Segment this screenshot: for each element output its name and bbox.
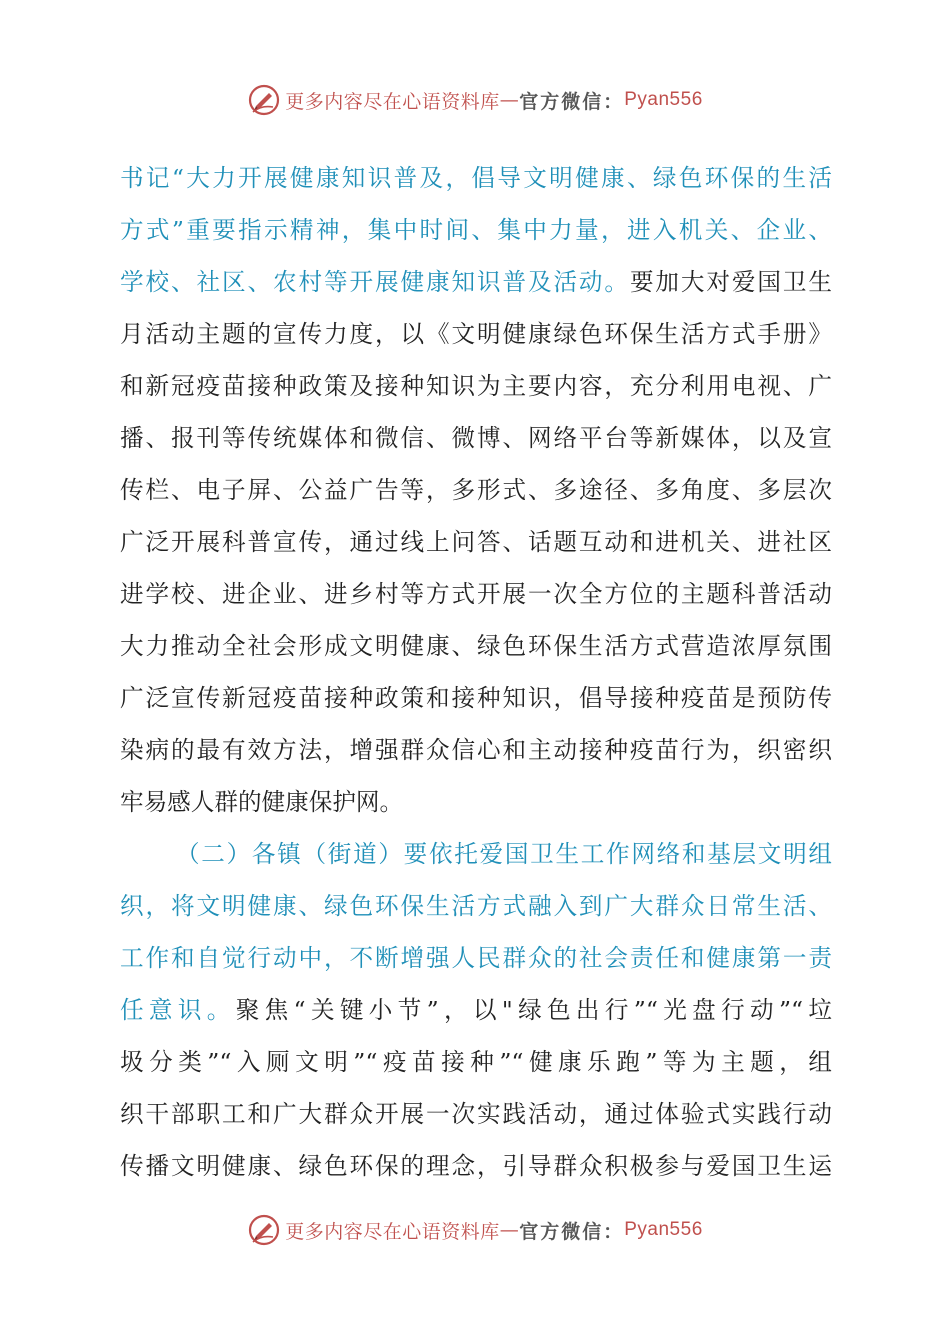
text-line xyxy=(120,412,832,464)
text-line xyxy=(120,672,832,724)
body-text: 进学校、进企业、进乡村等方式开展一次全方位的主题科普活动 xyxy=(120,580,832,608)
text-line xyxy=(120,620,832,672)
text-line xyxy=(120,464,832,516)
text-line xyxy=(120,360,832,412)
watermark-header xyxy=(0,80,950,120)
text-line xyxy=(120,932,832,984)
body-text: 和新冠疫苗接种政策及接种知识为主要内容，充分利用电视、广 xyxy=(120,372,832,400)
text-line xyxy=(120,984,832,1036)
text-line xyxy=(120,880,832,932)
body-text: 传播文明健康、绿色环保的理念，引导群众积极参与爱国卫生运 xyxy=(120,1152,832,1180)
text-line xyxy=(120,516,832,568)
text-line xyxy=(120,724,832,776)
body-text: 大力推动全社会形成文明健康、绿色环保生活方式营造浓厚氛围 xyxy=(120,632,832,660)
body-text: 要加大对爱国卫生 xyxy=(629,268,833,296)
text-line xyxy=(120,1036,832,1088)
paragraph-1 xyxy=(120,152,832,828)
text-line xyxy=(120,152,832,204)
text-line xyxy=(120,1140,832,1192)
highlighted-text: 织，将文明健康、绿色环保生活方式融入到广大群众日常生活、 xyxy=(120,892,832,920)
text-line xyxy=(120,828,832,880)
text-line xyxy=(120,256,832,308)
text-line xyxy=(120,204,832,256)
body-text: 聚焦“关键小节”，以"绿色出行”“光盘行动”“垃 xyxy=(235,996,832,1024)
pen-logo-icon xyxy=(247,83,281,117)
watermark-wechat-id: Pyan556 xyxy=(624,1219,703,1240)
highlighted-text: 学校、社区、农村等开展健康知识普及活动。 xyxy=(120,268,630,296)
watermark-main-text: 更多内容尽在心语资料库 xyxy=(285,90,500,113)
body-text: 织干部职工和广大群众开展一次实践活动，通过体验式实践行动 xyxy=(120,1100,832,1128)
body-text: 广泛开展科普宣传，通过线上问答、话题互动和进机关、进社区 xyxy=(120,528,832,556)
body-text: 月活动主题的宣传力度，以《文明健康绿色环保生活方式手册》 xyxy=(120,320,832,348)
paragraph-2 xyxy=(120,828,832,1192)
highlighted-text: （二）各镇（街道）要依托爱国卫生工作网络和基层文明组 xyxy=(176,840,832,868)
text-line xyxy=(120,1088,832,1140)
watermark-dash: — xyxy=(499,1219,520,1241)
watermark-wechat-id: Pyan556 xyxy=(624,89,703,110)
highlighted-text: 工作和自觉行动中，不断增强人民群众的社会责任和健康第一责 xyxy=(120,944,832,972)
watermark-main-text: 更多内容尽在心语资料库 xyxy=(285,1220,500,1243)
text-line xyxy=(120,308,832,360)
pen-logo-icon xyxy=(247,1213,281,1247)
document-body xyxy=(120,152,832,1192)
watermark-wechat-label: 官方微信： xyxy=(519,90,625,113)
highlighted-text: 任意识。 xyxy=(120,996,236,1024)
highlighted-text: 方式”重要指示精神，集中时间、集中力量，进入机关、企业、 xyxy=(120,216,832,244)
body-text: 圾分类”“入厕文明”“疫苗接种”“健康乐跑”等为主题，组 xyxy=(120,1048,832,1076)
text-line xyxy=(120,568,832,620)
watermark-footer xyxy=(0,1210,950,1250)
body-text: 染病的最有效方法，增强群众信心和主动接种疫苗行为，织密织 xyxy=(120,736,832,764)
text-line xyxy=(120,776,832,828)
body-text: 播、报刊等传统媒体和微信、微博、网络平台等新媒体，以及宣 xyxy=(120,424,832,452)
body-text: 传栏、电子屏、公益广告等，多形式、多途径、多角度、多层次 xyxy=(120,476,832,504)
watermark-dash: — xyxy=(499,89,520,111)
body-text: 广泛宣传新冠疫苗接种政策和接种知识，倡导接种疫苗是预防传 xyxy=(120,684,832,712)
watermark-wechat-label: 官方微信： xyxy=(519,1220,625,1243)
body-text: 牢易感人群的健康保护网。 xyxy=(120,788,404,816)
highlighted-text: 书记“大力开展健康知识普及，倡导文明健康、绿色环保的生活 xyxy=(120,164,832,192)
